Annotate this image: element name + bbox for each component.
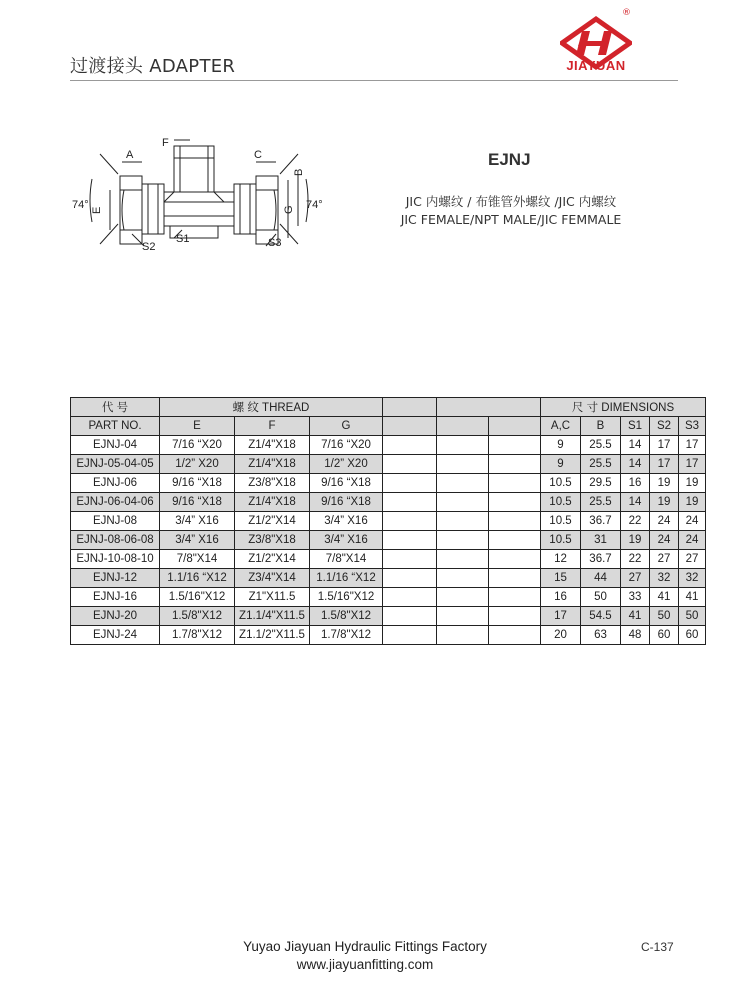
table-cell: Z1.1/4"X11.5 (235, 607, 310, 626)
table-cell: 14 (621, 455, 650, 474)
table-row (71, 626, 706, 645)
table-cell: 12 (541, 550, 581, 569)
table-cell: 16 (621, 474, 650, 493)
table-cell: 14 (621, 493, 650, 512)
table-cell-blank (437, 569, 489, 588)
table-cell: 10.5 (541, 512, 581, 531)
table-cell: Z1/4"X18 (235, 436, 310, 455)
table-cell: EJNJ-08 (71, 512, 160, 531)
column-header-b: B (581, 417, 621, 436)
table-cell: Z1/4"X18 (235, 493, 310, 512)
table-cell: EJNJ-05-04-05 (71, 455, 160, 474)
table-cell: 63 (581, 626, 621, 645)
table-cell: 7/16 “X20 (160, 436, 235, 455)
table-cell-blank (383, 436, 437, 455)
table-cell: 54.5 (581, 607, 621, 626)
table-cell: 32 (679, 569, 706, 588)
table-cell: 25.5 (581, 455, 621, 474)
table-cell: EJNJ-10-08-10 (71, 550, 160, 569)
table-cell: 19 (650, 493, 679, 512)
column-header-blank (383, 417, 437, 436)
table-row (71, 588, 706, 607)
logo-text: JIAYUAN (566, 58, 626, 73)
table-cell: EJNJ-08-06-08 (71, 531, 160, 550)
table-cell: 3/4” X16 (310, 512, 383, 531)
footer-website[interactable]: www.jiayuanfitting.com (296, 957, 434, 972)
table-cell-blank (437, 512, 489, 531)
column-header-part-no: PART NO. (71, 417, 160, 436)
table-cell: 29.5 (581, 474, 621, 493)
table-cell: 36.7 (581, 512, 621, 531)
label-e: E (91, 206, 103, 214)
label-c: C (254, 149, 262, 161)
column-header-s3: S3 (679, 417, 706, 436)
page-title: 过渡接头 ADAPTER (70, 56, 236, 77)
table-cell: 19 (650, 474, 679, 493)
table-cell-blank (437, 493, 489, 512)
description-en: JIC FEMALE/NPT MALE/JIC FEMMALE (400, 212, 622, 227)
table-cell: 41 (679, 588, 706, 607)
table-cell-blank (437, 531, 489, 550)
table-cell: 10.5 (541, 474, 581, 493)
table-cell: 60 (650, 626, 679, 645)
table-cell-blank (383, 588, 437, 607)
table-cell-blank (489, 531, 541, 550)
table-cell: 19 (621, 531, 650, 550)
table-row (71, 550, 706, 569)
table-cell-blank (489, 512, 541, 531)
table-cell-blank (489, 550, 541, 569)
table-cell: 9/16 “X18 (310, 493, 383, 512)
table-cell: 16 (541, 588, 581, 607)
table-cell: EJNJ-06 (71, 474, 160, 493)
label-angle-left: 74° (72, 199, 89, 211)
table-cell: 25.5 (581, 436, 621, 455)
table-cell: 60 (679, 626, 706, 645)
header-divider (70, 80, 678, 81)
column-header-s2: S2 (650, 417, 679, 436)
table-cell: Z1/4"X18 (235, 455, 310, 474)
table-cell-blank (437, 455, 489, 474)
table-cell: 27 (650, 550, 679, 569)
table-cell-blank (383, 569, 437, 588)
table-cell: 22 (621, 512, 650, 531)
table-cell-blank (437, 626, 489, 645)
page-number: C-137 (641, 940, 674, 954)
table-cell: 1.7/8"X12 (310, 626, 383, 645)
table-cell: 10.5 (541, 493, 581, 512)
table-cell: 44 (581, 569, 621, 588)
table-cell-blank (489, 607, 541, 626)
table-cell-blank (437, 550, 489, 569)
label-s2: S2 (142, 241, 156, 253)
table-cell: 1.5/8"X12 (160, 607, 235, 626)
table-cell-blank (489, 474, 541, 493)
table-cell: EJNJ-16 (71, 588, 160, 607)
table-cell: 9/16 “X18 (160, 493, 235, 512)
table-cell-blank (489, 626, 541, 645)
table-cell: 1.5/16"X12 (160, 588, 235, 607)
label-g: G (283, 205, 295, 214)
table-cell-blank (489, 436, 541, 455)
footer-company: Yuyao Jiayuan Hydraulic Fittings Factory (243, 939, 487, 954)
table-cell: 1.1/16 “X12 (160, 569, 235, 588)
table-cell: 50 (581, 588, 621, 607)
table-cell-blank (383, 607, 437, 626)
table-cell: 3/4” X16 (310, 531, 383, 550)
table-cell: 19 (679, 474, 706, 493)
col-group-code: 代 号 (71, 398, 160, 417)
col-group-thread: 螺 纹 THREAD (160, 398, 383, 417)
table-cell: 1/2” X20 (310, 455, 383, 474)
table-cell: 48 (621, 626, 650, 645)
model-code: EJNJ (488, 150, 531, 169)
label-a: A (126, 149, 134, 161)
table-cell: 17 (541, 607, 581, 626)
table-cell-blank (437, 607, 489, 626)
table-row (71, 455, 706, 474)
table-cell: 15 (541, 569, 581, 588)
label-s3: S3 (268, 237, 282, 249)
table-cell-blank (437, 474, 489, 493)
table-cell: 25.5 (581, 493, 621, 512)
table-cell: EJNJ-12 (71, 569, 160, 588)
table-cell: 1.5/8"X12 (310, 607, 383, 626)
column-header-s1: S1 (621, 417, 650, 436)
table-cell: 1.5/16"X12 (310, 588, 383, 607)
description-cn: JIC 内螺纹 / 布锥管外螺纹 /JIC 内螺纹 (405, 194, 617, 209)
table-cell: EJNJ-06-04-06 (71, 493, 160, 512)
table-cell: 24 (650, 531, 679, 550)
table-cell: 3/4” X16 (160, 531, 235, 550)
table-cell: 7/8"X14 (310, 550, 383, 569)
table-cell-blank (383, 512, 437, 531)
table-cell: 7/16 “X20 (310, 436, 383, 455)
table-cell: 17 (679, 455, 706, 474)
label-b: B (293, 168, 305, 176)
table-cell: 17 (650, 436, 679, 455)
table-row (71, 569, 706, 588)
table-cell: 9 (541, 436, 581, 455)
table-cell: 7/8"X14 (160, 550, 235, 569)
table-cell: 1.1/16 “X12 (310, 569, 383, 588)
table-cell-blank (383, 550, 437, 569)
table-cell: Z1/2"X14 (235, 512, 310, 531)
table-cell: 33 (621, 588, 650, 607)
table-row (71, 512, 706, 531)
column-header-a-c: A,C (541, 417, 581, 436)
table-cell: 17 (679, 436, 706, 455)
label-s1: S1 (176, 233, 190, 245)
table-cell: Z3/8"X18 (235, 474, 310, 493)
column-header-g: G (310, 417, 383, 436)
table-cell-blank (489, 588, 541, 607)
table-cell-blank (489, 569, 541, 588)
table-cell: 19 (679, 493, 706, 512)
table-row (71, 436, 706, 455)
table-cell: Z1.1/2"X11.5 (235, 626, 310, 645)
table-cell: 17 (650, 455, 679, 474)
col-group-empty-1 (383, 398, 437, 417)
table-cell: 14 (621, 436, 650, 455)
table-cell: EJNJ-20 (71, 607, 160, 626)
table-cell-blank (383, 474, 437, 493)
table-cell: Z1"X11.5 (235, 588, 310, 607)
table-cell: 24 (679, 531, 706, 550)
col-group-dimensions: 尺 寸 DIMENSIONS (541, 398, 706, 417)
label-angle-right: 74° (306, 199, 323, 211)
table-group-header-row (71, 398, 706, 417)
column-header-blank (489, 417, 541, 436)
label-f: F (162, 137, 169, 149)
table-cell: 3/4” X16 (160, 512, 235, 531)
table-cell: 1/2” X20 (160, 455, 235, 474)
table-cell: 9/16 “X18 (160, 474, 235, 493)
table-cell: 24 (679, 512, 706, 531)
table-cell: EJNJ-04 (71, 436, 160, 455)
table-cell-blank (437, 588, 489, 607)
technical-drawing (70, 134, 330, 254)
table-cell: Z1/2"X14 (235, 550, 310, 569)
registered-mark: ® (622, 8, 631, 18)
column-header-f: F (235, 417, 310, 436)
table-cell: 1.7/8"X12 (160, 626, 235, 645)
table-row (71, 607, 706, 626)
column-header-e: E (160, 417, 235, 436)
table-cell: 36.7 (581, 550, 621, 569)
table-cell: 41 (650, 588, 679, 607)
table-cell: 10.5 (541, 531, 581, 550)
column-header-blank (437, 417, 489, 436)
table-cell: 20 (541, 626, 581, 645)
table-cell-blank (489, 493, 541, 512)
table-cell-blank (437, 436, 489, 455)
table-cell: 27 (621, 569, 650, 588)
table-cell: 50 (650, 607, 679, 626)
table-row (71, 493, 706, 512)
table-column-header-row (71, 417, 706, 436)
table-cell: 32 (650, 569, 679, 588)
table-cell: 31 (581, 531, 621, 550)
col-group-empty-2 (437, 398, 541, 417)
table-cell: 41 (621, 607, 650, 626)
table-cell-blank (383, 493, 437, 512)
table-row (71, 531, 706, 550)
table-cell: 27 (679, 550, 706, 569)
table-cell-blank (383, 626, 437, 645)
table-cell: 22 (621, 550, 650, 569)
table-row (71, 474, 706, 493)
spec-table (70, 397, 706, 645)
table-cell: 9/16 “X18 (310, 474, 383, 493)
table-cell: Z3/4"X14 (235, 569, 310, 588)
table-cell: 50 (679, 607, 706, 626)
table-cell: Z3/8"X18 (235, 531, 310, 550)
table-cell: EJNJ-24 (71, 626, 160, 645)
table-cell-blank (383, 455, 437, 474)
table-cell: 24 (650, 512, 679, 531)
table-cell-blank (383, 531, 437, 550)
table-cell-blank (489, 455, 541, 474)
table-cell: 9 (541, 455, 581, 474)
